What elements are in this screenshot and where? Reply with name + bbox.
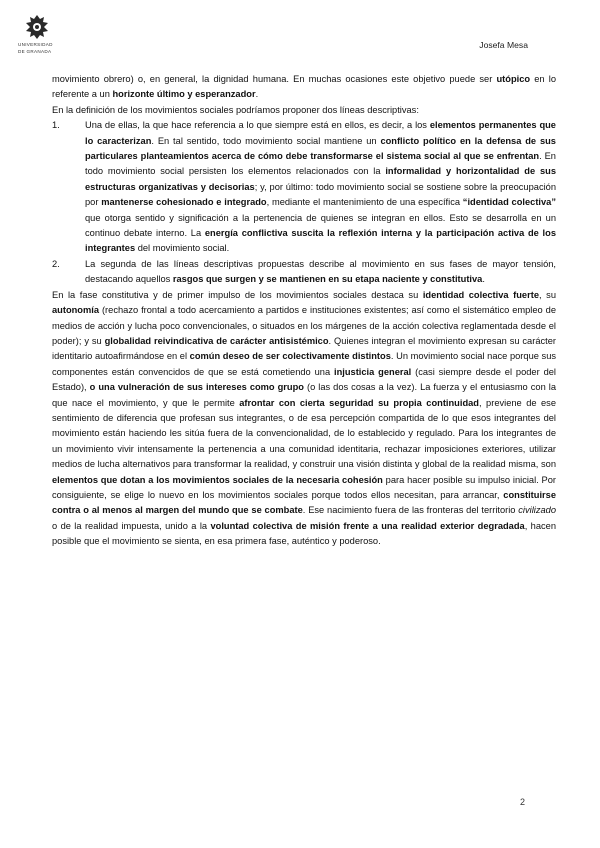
text-run: La segunda de las líneas descriptivas propuestas describe al movimiento en sus fases de mayor tensión, destacando aquellos — [85, 258, 556, 285]
page-number: 2 — [519, 797, 525, 807]
university-crest-icon — [24, 14, 50, 40]
bold-run: constituirse contra o al menos al margen del mundo que se combate — [52, 489, 556, 516]
list-number: 2. — [52, 258, 60, 269]
text-run: (o las dos cosas a la vez). La fuerza y el entusiasmo con la que nace el movimiento, y que le permite — [52, 382, 556, 408]
text-run: (rechazo frontal a todo acercamiento a partidos e instituciones existentes; así como el sistemático empleo de medios de acción y lucha poco convencionales, o situados en los márgenes de la acción colectiva reglamentada desde el poder); y su — [52, 305, 556, 346]
bold-run: autonomía — [52, 305, 100, 316]
text-run: , mediante el mantenimiento de una específica — [266, 197, 463, 208]
text-run: movimiento obrero) o, en general, la dignidad humana. En muchas ocasiones este objetivo puede ser — [52, 74, 497, 84]
list-item — [52, 118, 556, 257]
text-run: , previene de ese sentimiento de diferencia que profesan sus integrantes, o de esa percepción compartida de lo que esos integrantes del movimiento están haciendo les sitúa fuera de la convencionalidad, de lo establecido y regulado. Para los integrantes de un movimiento vivir intensamente la pertenencia a una comunidad identitaria, rechazar imposiciones exteriores, utilizar medios de lucha alternativos para transformar la realidad, y construir una visión distinta y global de la realidad misma, son — [52, 397, 557, 470]
bold-run: identidad colectiva fuerte — [422, 289, 539, 300]
bold-run: informalidad y horizontalidad de sus estructuras organizativas y decisorias — [85, 166, 557, 192]
list-item-text — [85, 118, 556, 257]
text-run: . — [482, 274, 485, 285]
text-run: . — [255, 89, 259, 100]
paragraph — [52, 103, 556, 118]
bold-run: energía conflictiva suscita la reflexión interna y la participación activa de los integrantes — [85, 228, 556, 254]
logo-line-1: UNIVERSIDAD — [18, 42, 53, 47]
paragraph — [52, 288, 556, 550]
bold-run: afrontar con cierta seguridad su propia continuidad — [239, 397, 479, 408]
text-run: , su — [539, 289, 557, 300]
bold-run: común deseo de ser colectivamente distintos — [189, 351, 391, 362]
bold-run: voluntad colectiva de misión frente a una realidad exterior degradada — [210, 520, 525, 531]
text-run: Una de ellas, la que hace referencia a lo que siempre está en ellos, es decir, a los — [85, 120, 430, 131]
text-run: para hacer posible su impulso inicial. Por consiguiente, se elige lo nuevo en los movimientos sociales porque todos ellos necesitan, para arrancar, — [52, 474, 556, 500]
text-run: . Quienes integran el movimiento expresan su carácter identitario autoafirmándose en el — [52, 335, 556, 362]
text-run: en lo referente a un — [52, 74, 556, 100]
text-run: . Un movimiento social nace porque sus componentes están convencidos de que se está cometiendo una — [52, 351, 557, 377]
list-item — [52, 257, 556, 288]
text-run: En la definición de los movimientos sociales podríamos proponer dos líneas descriptivas: — [52, 104, 419, 115]
author-name: Josefa Mesa — [479, 40, 528, 50]
bold-run: conflicto político en la defensa de sus particulares planteamientos acerca de cómo debe transformarse el sistema social al que se enfrentan — [85, 135, 556, 162]
text-run: . Ese nacimiento fuera de las fronteras del territorio — [302, 505, 519, 516]
bold-run: horizonte último y esperanzador — [112, 89, 256, 100]
text-run: . En tal sentido, todo movimiento social mantiene un — [151, 135, 381, 146]
bold-run: elementos permanentes que lo caracterizan — [85, 120, 556, 146]
bold-run: o una vulneración de sus intereses como grupo — [89, 382, 304, 393]
bold-run: globalidad reivindicativa de carácter antisistémico — [104, 335, 329, 346]
bold-run: rasgos que surgen y se mantienen en su etapa naciente y constitutiva — [172, 274, 483, 285]
text-run: del movimiento social. — [135, 243, 230, 254]
bold-run: “identidad colectiva” — [462, 197, 556, 208]
list-item-text — [85, 257, 556, 288]
text-run: que otorga sentido y significación a la pertenencia de quienes se integran en ellos. Esto se desarrolla en un continuo debate interno. La — [85, 212, 556, 239]
text-run: (casi siempre desde el poder del Estado), — [52, 366, 556, 393]
bold-run: mantenerse cohesionado e integrado — [101, 197, 267, 208]
text-run: o de la realidad impuesta, unido a la — [52, 520, 211, 531]
paragraph — [52, 72, 556, 103]
bold-run: injusticia general — [334, 366, 412, 377]
text-run: En la fase constitutiva y de primer impulso de los movimientos sociales destaca su — [52, 289, 423, 300]
list-number: 1. — [52, 120, 60, 131]
university-logo — [18, 14, 58, 54]
text-run: ; y, por último: todo movimiento social se sostiene sobre la preocupación por — [85, 181, 556, 208]
logo-line-2: DE GRANADA — [18, 49, 52, 55]
italic-run: civilizado — [518, 505, 556, 516]
text-run: . En todo movimiento social persisten los elementos relacionados con la — [85, 151, 556, 177]
bold-run: utópico — [496, 74, 531, 84]
bold-run: elementos que dotan a los movimientos sociales de la necesaria cohesión — [52, 474, 383, 485]
text-run: , hacen posible que el movimiento se sienta, en esa primera fase, auténtico y poderoso. — [52, 520, 556, 547]
document-body — [52, 72, 556, 550]
